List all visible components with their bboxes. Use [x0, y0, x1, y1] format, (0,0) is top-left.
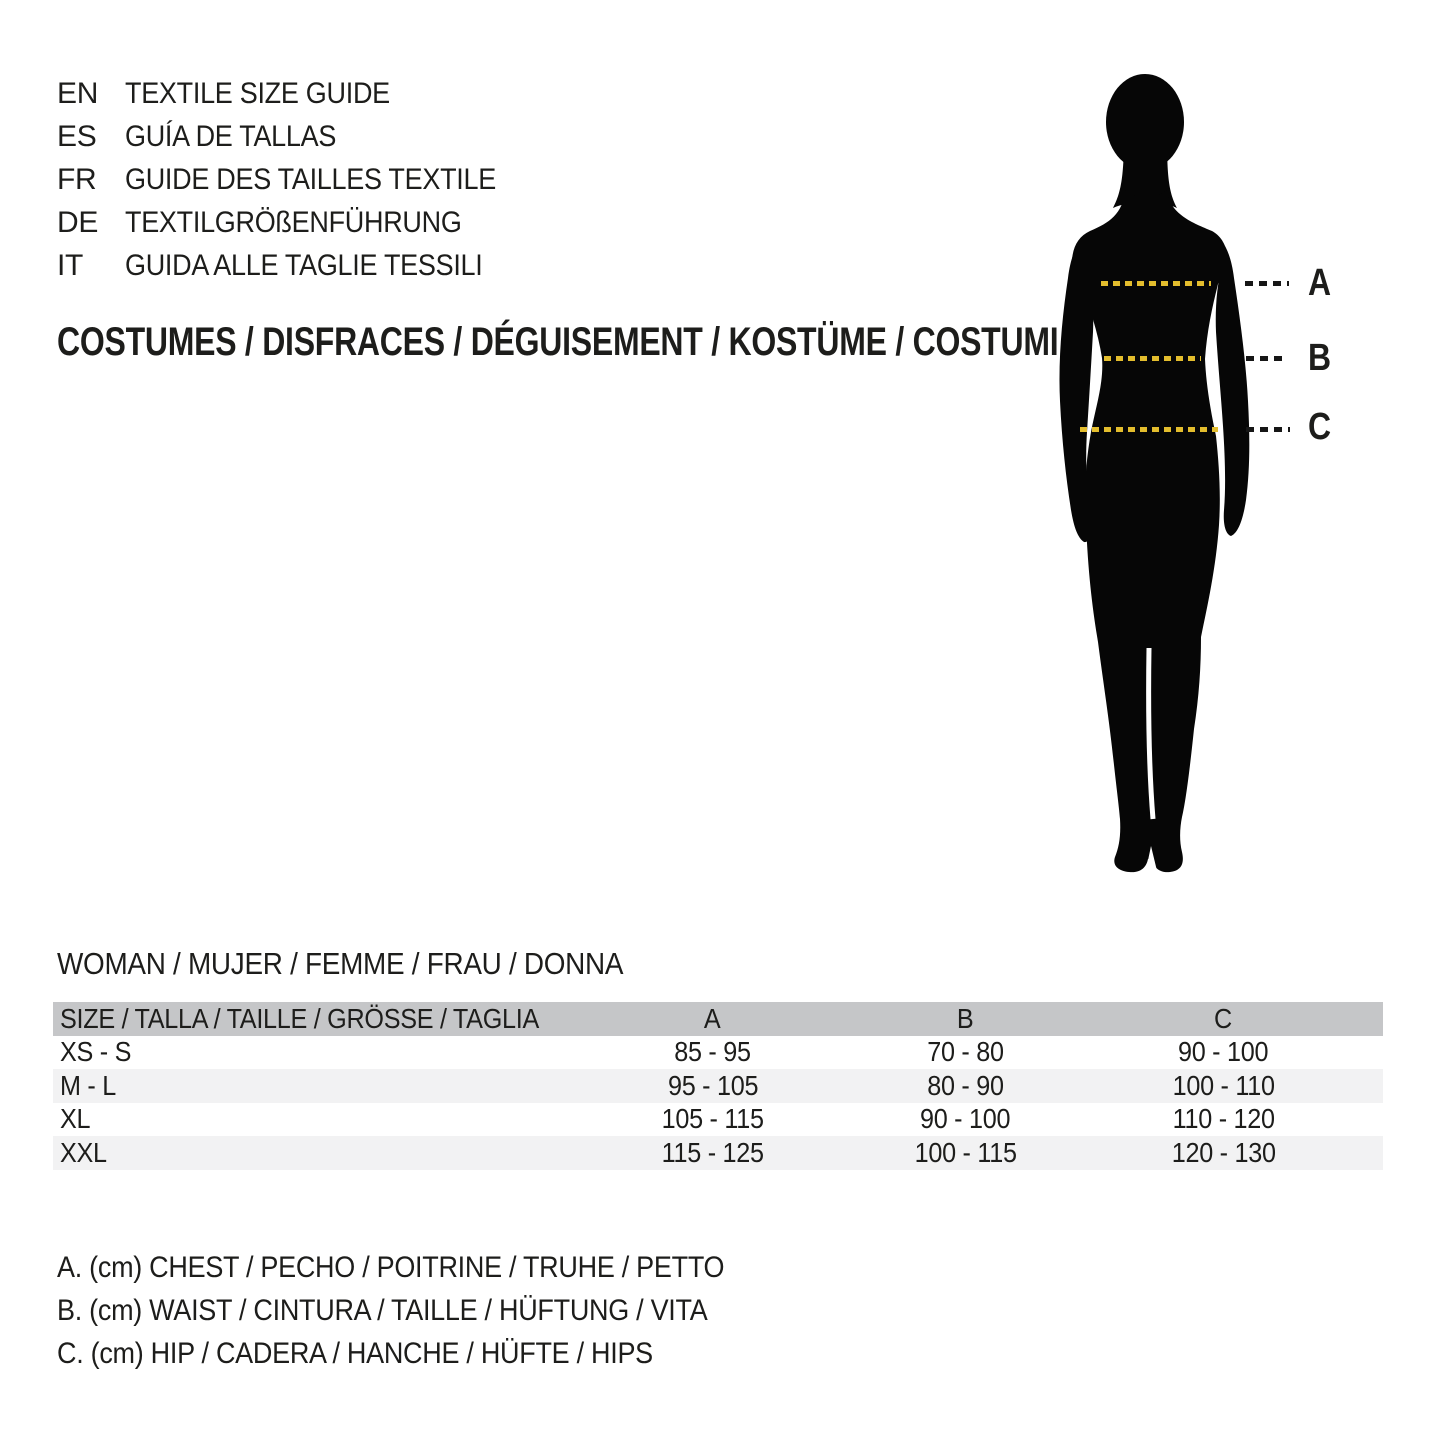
table-row-xs-s	[53, 1036, 1383, 1070]
measure-line-b-body	[1104, 356, 1201, 361]
measure-line-b-leader	[1246, 356, 1288, 361]
lang-label-es: GUÍA DE TALLAS	[125, 119, 337, 153]
table-row-xl	[53, 1103, 1383, 1137]
category-heading-text: COSTUMES / DISFRACES / DÉGUISEMENT / KOSTÜME / COSTUMI	[57, 320, 1059, 364]
value-cell-c: 90 - 100	[1178, 1036, 1269, 1068]
measurement-legend	[57, 1246, 798, 1375]
measure-line-c-leader	[1246, 427, 1290, 432]
value-cell-b: 100 - 115	[914, 1136, 1017, 1168]
value-cell-a: 95 - 105	[667, 1069, 758, 1101]
lang-label-en: TEXTILE SIZE GUIDE	[125, 76, 390, 110]
value-cell-c: 110 - 120	[1172, 1103, 1275, 1135]
legend-line-waist: B. (cm) WAIST / CINTURA / TAILLE / HÜFTUNG / VITA	[57, 1293, 708, 1327]
legend-line-chest: A. (cm) CHEST / PECHO / POITRINE / TRUHE / PETTO	[57, 1250, 725, 1284]
table-row-m-l	[53, 1069, 1383, 1103]
measure-label-c: C	[1308, 406, 1331, 448]
legend-line-hip: C. (cm) HIP / CADERA / HANCHE / HÜFTE / HIPS	[57, 1336, 653, 1370]
size-table-header-row	[53, 1002, 1383, 1036]
value-cell-c: 120 - 130	[1171, 1136, 1276, 1168]
lang-code-fr: FR	[57, 162, 97, 196]
lang-label-it: GUIDA ALLE TAGLIE TESSILI	[125, 248, 483, 282]
value-cell-b: 80 - 90	[927, 1069, 1004, 1101]
lang-row-de	[57, 201, 537, 244]
value-cell-a: 105 - 115	[661, 1103, 764, 1135]
size-cell: XXL	[60, 1136, 107, 1168]
measure-line-c-body	[1080, 427, 1218, 432]
lang-row-es	[57, 115, 537, 158]
woman-silhouette-figure	[1035, 70, 1260, 880]
lang-code-es: ES	[57, 119, 97, 153]
measure-line-a-leader	[1245, 281, 1289, 286]
size-table-header-size: SIZE / TALLA / TAILLE / GRÖSSE / TAGLIA	[60, 1002, 539, 1034]
value-cell-c: 100 - 110	[1172, 1069, 1275, 1101]
measure-label-a: A	[1308, 262, 1331, 304]
size-table-header-c: C	[1214, 1002, 1233, 1034]
lang-code-it: IT	[57, 248, 84, 282]
value-cell-a: 85 - 95	[674, 1036, 751, 1068]
section-heading-woman: WOMAN / MUJER / FEMME / FRAU / DONNA	[57, 946, 624, 981]
lang-row-en	[57, 72, 537, 115]
value-cell-a: 115 - 125	[661, 1136, 764, 1168]
size-cell: M - L	[60, 1069, 116, 1101]
language-guide-list	[57, 72, 537, 287]
size-table	[53, 1002, 1383, 1170]
woman-silhouette-svg	[1035, 70, 1260, 880]
measure-line-a-body	[1101, 281, 1211, 286]
size-table-header-a: A	[704, 1002, 721, 1034]
size-cell: XL	[60, 1103, 91, 1135]
value-cell-b: 70 - 80	[927, 1036, 1004, 1068]
lang-code-en: EN	[57, 76, 99, 110]
value-cell-b: 90 - 100	[920, 1103, 1011, 1135]
size-cell: XS - S	[60, 1036, 132, 1068]
lang-row-fr	[57, 158, 537, 201]
lang-label-fr: GUIDE DES TAILLES TEXTILE	[125, 162, 496, 196]
table-row-xxl	[53, 1136, 1383, 1170]
measure-label-b: B	[1308, 337, 1331, 379]
lang-label-de: TEXTILGRÖßENFÜHRUNG	[125, 205, 462, 239]
size-table-header-b: B	[957, 1002, 974, 1034]
lang-row-it	[57, 244, 537, 287]
lang-code-de: DE	[57, 205, 99, 239]
